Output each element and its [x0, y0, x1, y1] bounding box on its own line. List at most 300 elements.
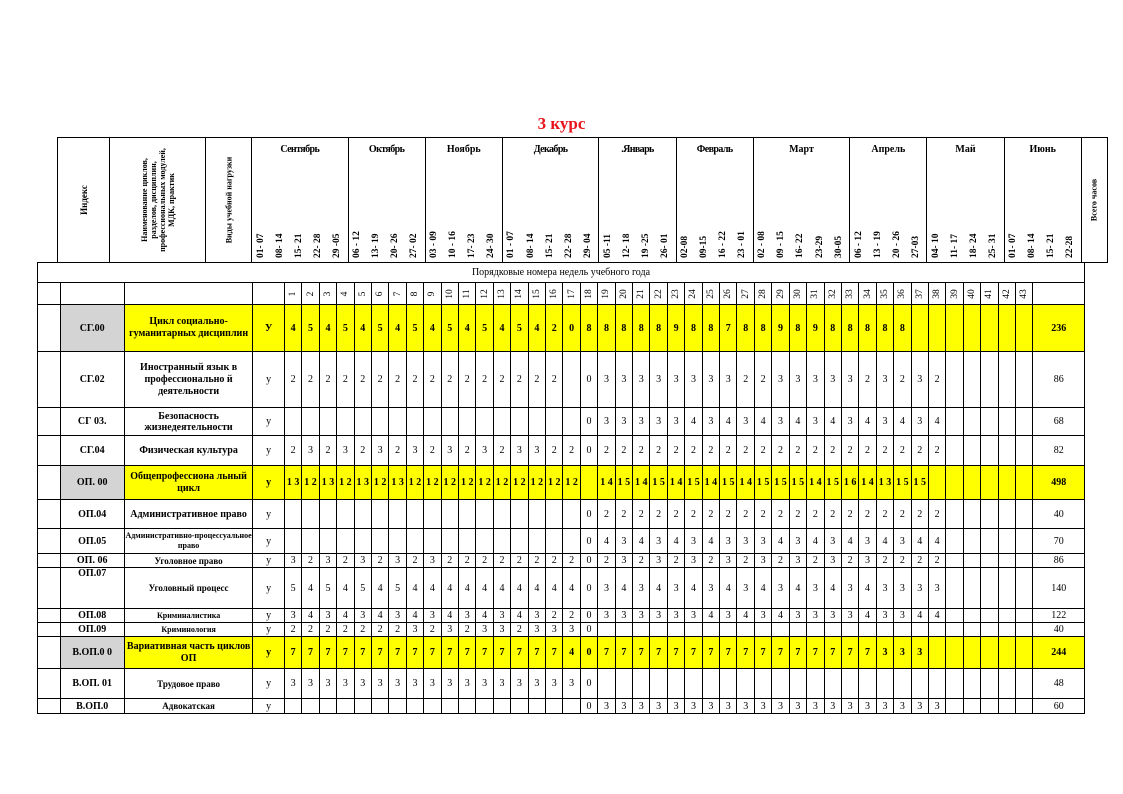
- hours-cell: 3: [667, 352, 684, 408]
- hours-cell: 7: [511, 637, 528, 669]
- week-range: 22- 28: [312, 233, 323, 258]
- hours-cell: 3: [441, 623, 458, 637]
- hours-cell: 2: [737, 436, 754, 466]
- hours-cell: 2: [685, 500, 702, 529]
- hours-cell: [963, 699, 980, 714]
- load-type: у: [253, 623, 285, 637]
- hours-cell: 3: [789, 529, 806, 554]
- load-type: у: [253, 699, 285, 714]
- hours-cell: 1 5: [615, 466, 632, 500]
- hours-cell: 4: [476, 568, 493, 609]
- hours-cell: 2: [493, 436, 510, 466]
- hours-cell: [337, 500, 354, 529]
- month-label: Март: [789, 144, 814, 155]
- hours-cell: [476, 699, 493, 714]
- hours-cell: 8: [615, 305, 632, 352]
- hours-cell: [546, 699, 563, 714]
- week-range: 03 - 09: [429, 231, 440, 258]
- row-name: Административно-процессуальное право: [124, 529, 253, 554]
- hours-cell: 8: [824, 305, 841, 352]
- hours-cell: [371, 408, 388, 436]
- week-range: 22-28: [1065, 235, 1076, 258]
- hours-cell: 3: [685, 699, 702, 714]
- week-range: 29- 04: [582, 233, 593, 258]
- hours-cell: [493, 529, 510, 554]
- week-range: 15- 21: [1046, 233, 1057, 258]
- hours-cell: [528, 529, 545, 554]
- hours-cell: [928, 305, 945, 352]
- hours-cell: 3: [493, 623, 510, 637]
- week-range: 30-05: [833, 235, 844, 258]
- hours-cell: 3: [528, 669, 545, 699]
- hours-cell: [928, 637, 945, 669]
- hours-cell: 2: [424, 436, 441, 466]
- hours-cell: 2: [841, 500, 858, 529]
- hours-cell: 3: [894, 609, 911, 623]
- month-label: Февраль: [696, 144, 733, 155]
- hours-cell: [389, 408, 406, 436]
- hours-cell: 3: [772, 699, 789, 714]
- hours-cell: [859, 623, 876, 637]
- hours-cell: 3: [928, 568, 945, 609]
- row-index: ОП. 06: [60, 554, 124, 568]
- hours-cell: 2: [371, 623, 388, 637]
- name-header: Наименование циклов, разделов, дисциплин, профессиональных модулей, МДК, практик: [110, 138, 206, 263]
- hours-cell: 2: [424, 352, 441, 408]
- hours-cell: 3: [371, 669, 388, 699]
- row-lead-cell: [38, 500, 61, 529]
- hours-cell: [284, 500, 301, 529]
- row-total: 236: [1033, 305, 1085, 352]
- hours-cell: 8: [789, 305, 806, 352]
- hours-cell: 0: [580, 352, 597, 408]
- hours-cell: 0: [580, 529, 597, 554]
- row-name: Цикл социально-гуманитарных дисциплин: [124, 305, 253, 352]
- week-number: 31: [807, 283, 824, 305]
- hours-cell: 4: [302, 609, 319, 623]
- hours-cell: 3: [337, 669, 354, 699]
- week-number: 37: [911, 283, 928, 305]
- week-number: 7: [389, 283, 406, 305]
- hours-cell: 3: [319, 554, 336, 568]
- hours-cell: 2: [458, 436, 475, 466]
- week-range: 19 -25: [640, 233, 651, 258]
- load-type: у: [253, 554, 285, 568]
- row-lead-cell: [38, 623, 61, 637]
- hours-cell: 2: [337, 554, 354, 568]
- week-range: 16- 22: [795, 233, 806, 258]
- hours-cell: 0: [563, 305, 580, 352]
- hours-cell: 7: [824, 637, 841, 669]
- hours-cell: 1 4: [667, 466, 684, 500]
- hours-cell: [546, 408, 563, 436]
- hours-cell: [458, 500, 475, 529]
- week-range: 16 - 22: [718, 231, 729, 258]
- hours-cell: 2: [928, 352, 945, 408]
- hours-cell: 7: [650, 637, 667, 669]
- hours-cell: 8: [876, 305, 893, 352]
- hours-cell: 3: [859, 699, 876, 714]
- table-row: [38, 554, 1085, 568]
- row-name: Уголовный процесс: [124, 568, 253, 609]
- row-name: Адвокатская: [124, 699, 253, 714]
- hours-cell: [720, 669, 737, 699]
- row-lead-cell: [38, 305, 61, 352]
- week-number: 5: [354, 283, 371, 305]
- row-lead-cell: [38, 436, 61, 466]
- hours-cell: 3: [737, 408, 754, 436]
- hours-cell: 5: [319, 568, 336, 609]
- hours-cell: 2: [302, 352, 319, 408]
- hours-cell: 2: [737, 554, 754, 568]
- hours-cell: 4: [493, 568, 510, 609]
- hours-cell: [876, 623, 893, 637]
- row-lead-cell: [38, 669, 61, 699]
- hours-cell: 0: [580, 637, 597, 669]
- hours-cell: [911, 623, 928, 637]
- hours-cell: [789, 669, 806, 699]
- hours-cell: [406, 500, 423, 529]
- hours-cell: [476, 529, 493, 554]
- hours-cell: [563, 408, 580, 436]
- hours-cell: 3: [702, 408, 719, 436]
- hours-cell: [946, 408, 963, 436]
- hours-cell: [1015, 436, 1032, 466]
- hours-cell: [998, 699, 1015, 714]
- week-range: 18- 24: [969, 233, 980, 258]
- hours-cell: 7: [737, 637, 754, 669]
- hours-cell: 8: [859, 305, 876, 352]
- hours-cell: 3: [876, 568, 893, 609]
- hours-cell: 7: [667, 637, 684, 669]
- hours-cell: 3: [563, 623, 580, 637]
- hours-cell: 1 5: [824, 466, 841, 500]
- hours-cell: 2: [667, 436, 684, 466]
- hours-cell: 4: [511, 609, 528, 623]
- hours-cell: 4: [928, 609, 945, 623]
- hours-cell: [650, 669, 667, 699]
- hours-cell: [598, 623, 615, 637]
- hours-cell: 2: [789, 500, 806, 529]
- caption-row: [38, 263, 1085, 283]
- hours-cell: 5: [389, 568, 406, 609]
- hours-cell: 7: [633, 637, 650, 669]
- hours-cell: [667, 669, 684, 699]
- week-number: 4: [337, 283, 354, 305]
- week-number: 27: [737, 283, 754, 305]
- hours-cell: 1 3: [876, 466, 893, 500]
- hours-cell: [1015, 568, 1032, 609]
- week-range: 24- 30: [486, 233, 497, 258]
- week-range: 02-08: [680, 235, 691, 258]
- hours-cell: 7: [424, 637, 441, 669]
- hours-cell: [319, 500, 336, 529]
- week-range: 22- 28: [563, 233, 574, 258]
- hours-cell: [354, 500, 371, 529]
- hours-cell: 0: [580, 500, 597, 529]
- hours-cell: [981, 436, 998, 466]
- hours-cell: 3: [284, 554, 301, 568]
- hours-cell: 3: [424, 609, 441, 623]
- hours-cell: [981, 408, 998, 436]
- hours-cell: 3: [633, 699, 650, 714]
- row-index: ОП.08: [60, 609, 124, 623]
- hours-cell: [302, 500, 319, 529]
- hours-cell: [981, 609, 998, 623]
- hours-cell: 4: [598, 529, 615, 554]
- hours-cell: [546, 529, 563, 554]
- load-type: у: [253, 637, 285, 669]
- hours-cell: [598, 669, 615, 699]
- hours-cell: [963, 529, 980, 554]
- week-range: 06 - 12: [352, 231, 363, 258]
- hours-cell: [319, 699, 336, 714]
- hours-cell: 2: [476, 554, 493, 568]
- hours-cell: 2: [737, 352, 754, 408]
- hours-cell: 8: [841, 305, 858, 352]
- hours-cell: [1015, 699, 1032, 714]
- hours-cell: [633, 623, 650, 637]
- month-header: [599, 138, 676, 263]
- week-number: 32: [824, 283, 841, 305]
- hours-cell: 1 4: [859, 466, 876, 500]
- hours-cell: 3: [511, 669, 528, 699]
- hours-cell: [511, 529, 528, 554]
- hours-cell: [720, 623, 737, 637]
- hours-cell: 2: [667, 500, 684, 529]
- hours-cell: 3: [302, 669, 319, 699]
- hours-cell: 3: [615, 554, 632, 568]
- table-row: [38, 529, 1085, 554]
- hours-cell: [998, 529, 1015, 554]
- hours-cell: 2: [702, 436, 719, 466]
- hours-cell: [441, 408, 458, 436]
- hours-cell: 4: [389, 305, 406, 352]
- load-type: у: [253, 408, 285, 436]
- hours-cell: 1 4: [598, 466, 615, 500]
- hours-cell: 2: [337, 352, 354, 408]
- hours-cell: 3: [859, 529, 876, 554]
- hours-cell: 3: [354, 554, 371, 568]
- row-name: Общепрофессиона льный цикл: [124, 466, 253, 500]
- hours-cell: 1 2: [563, 466, 580, 500]
- row-name: Физическая культура: [124, 436, 253, 466]
- hours-cell: 0: [580, 408, 597, 436]
- week-range: 02 - 08: [757, 231, 768, 258]
- hours-cell: 2: [476, 352, 493, 408]
- row-total: 48: [1033, 669, 1085, 699]
- hours-cell: 0: [580, 436, 597, 466]
- hours-cell: 4: [859, 609, 876, 623]
- hours-cell: [406, 408, 423, 436]
- hours-cell: 4: [789, 408, 806, 436]
- week-range: 25- 31: [988, 233, 999, 258]
- hours-cell: 3: [807, 568, 824, 609]
- hours-cell: 3: [598, 408, 615, 436]
- hours-cell: [302, 699, 319, 714]
- row-total: 40: [1033, 623, 1085, 637]
- hours-cell: 2: [894, 554, 911, 568]
- hours-cell: 3: [615, 352, 632, 408]
- hours-cell: 3: [894, 568, 911, 609]
- hours-cell: 2: [772, 554, 789, 568]
- month-label: Апрель: [871, 144, 906, 155]
- month-header: [927, 138, 1004, 263]
- hours-cell: 3: [807, 408, 824, 436]
- hours-cell: 3: [667, 609, 684, 623]
- hours-cell: 2: [737, 500, 754, 529]
- hours-cell: 3: [284, 669, 301, 699]
- hours-cell: 4: [667, 529, 684, 554]
- week-number: 25: [702, 283, 719, 305]
- blank-cell: [124, 283, 253, 305]
- hours-cell: [963, 500, 980, 529]
- hours-cell: 4: [615, 568, 632, 609]
- hours-cell: 1 6: [841, 466, 858, 500]
- row-index: ОП.09: [60, 623, 124, 637]
- hours-cell: 4: [754, 568, 771, 609]
- hours-cell: [946, 352, 963, 408]
- hours-cell: [963, 305, 980, 352]
- hours-cell: 3: [458, 609, 475, 623]
- hours-cell: [1015, 623, 1032, 637]
- row-index: В.ОП.0: [60, 699, 124, 714]
- hours-cell: 4: [737, 609, 754, 623]
- week-number: 12: [476, 283, 493, 305]
- hours-cell: 2: [528, 352, 545, 408]
- hours-cell: [528, 408, 545, 436]
- hours-cell: [511, 408, 528, 436]
- hours-cell: 3: [720, 699, 737, 714]
- week-range: 10 - 16: [448, 231, 459, 258]
- hours-cell: 3: [511, 436, 528, 466]
- hours-cell: 4: [911, 609, 928, 623]
- hours-cell: 4: [354, 305, 371, 352]
- hours-cell: [1015, 529, 1032, 554]
- hours-cell: [1015, 609, 1032, 623]
- week-range: 23-29: [814, 235, 825, 258]
- hours-cell: 2: [615, 436, 632, 466]
- hours-cell: 2: [650, 436, 667, 466]
- hours-cell: 1 4: [737, 466, 754, 500]
- hours-cell: [841, 669, 858, 699]
- month-header: [753, 138, 850, 263]
- hours-cell: 4: [633, 529, 650, 554]
- hours-cell: [563, 699, 580, 714]
- month-label: Ноябрь: [446, 144, 481, 155]
- hours-cell: [615, 669, 632, 699]
- week-range: 13 - 19: [872, 231, 883, 258]
- hours-cell: 3: [754, 554, 771, 568]
- hours-cell: [963, 637, 980, 669]
- hours-cell: 3: [615, 609, 632, 623]
- hours-cell: 2: [685, 436, 702, 466]
- table-row: [38, 466, 1085, 500]
- hours-cell: 3: [754, 609, 771, 623]
- week-number-row: [38, 283, 1085, 305]
- hours-cell: 3: [928, 699, 945, 714]
- hours-cell: 3: [911, 637, 928, 669]
- hours-cell: 4: [476, 609, 493, 623]
- row-index: ОП.07: [60, 568, 124, 609]
- hours-cell: [807, 669, 824, 699]
- hours-cell: 4: [511, 568, 528, 609]
- hours-cell: [946, 609, 963, 623]
- hours-cell: 4: [493, 305, 510, 352]
- hours-cell: 7: [458, 637, 475, 669]
- hours-cell: 2: [841, 436, 858, 466]
- hours-cell: [998, 436, 1015, 466]
- hours-cell: [546, 500, 563, 529]
- hours-cell: [928, 466, 945, 500]
- hours-cell: 1 5: [789, 466, 806, 500]
- hours-cell: 4: [859, 568, 876, 609]
- hours-cell: 4: [563, 637, 580, 669]
- hours-cell: 3: [807, 352, 824, 408]
- week-number: 24: [685, 283, 702, 305]
- hours-cell: 3: [302, 436, 319, 466]
- week-number: 8: [406, 283, 423, 305]
- hours-cell: 2: [302, 554, 319, 568]
- hours-cell: [981, 305, 998, 352]
- hours-cell: 1 2: [476, 466, 493, 500]
- hours-cell: [650, 623, 667, 637]
- hours-cell: 2: [354, 623, 371, 637]
- hours-cell: 4: [685, 568, 702, 609]
- hours-cell: [458, 699, 475, 714]
- hours-cell: 3: [667, 699, 684, 714]
- hours-cell: 7: [284, 637, 301, 669]
- table-row: [38, 637, 1085, 669]
- week-number: 2: [302, 283, 319, 305]
- hours-cell: 7: [685, 637, 702, 669]
- hours-cell: 2: [702, 554, 719, 568]
- hours-cell: [963, 669, 980, 699]
- hours-cell: 3: [650, 699, 667, 714]
- hours-cell: 3: [911, 568, 928, 609]
- hours-cell: 3: [406, 623, 423, 637]
- hours-cell: [284, 408, 301, 436]
- hours-cell: [946, 669, 963, 699]
- hours-cell: 7: [546, 637, 563, 669]
- hours-cell: 3: [598, 609, 615, 623]
- row-name: Иностранный язык в профессионально й деятельности: [124, 352, 253, 408]
- hours-cell: [354, 529, 371, 554]
- hours-cell: 1 5: [754, 466, 771, 500]
- hours-cell: 2: [789, 436, 806, 466]
- hours-cell: 4: [685, 408, 702, 436]
- hours-cell: 1 4: [702, 466, 719, 500]
- row-total: 60: [1033, 699, 1085, 714]
- hours-cell: 1 5: [894, 466, 911, 500]
- hours-cell: 2: [633, 554, 650, 568]
- hours-cell: [772, 623, 789, 637]
- hours-cell: 3: [389, 609, 406, 623]
- hours-cell: 2: [859, 436, 876, 466]
- hours-cell: 3: [546, 623, 563, 637]
- hours-cell: 7: [789, 637, 806, 669]
- month-label: Октябрь: [368, 144, 405, 155]
- hours-cell: 8: [737, 305, 754, 352]
- hours-cell: 2: [824, 436, 841, 466]
- hours-cell: 2: [458, 352, 475, 408]
- hours-cell: 2: [493, 554, 510, 568]
- hours-cell: [772, 669, 789, 699]
- hours-cell: 3: [789, 699, 806, 714]
- hours-cell: 2: [406, 352, 423, 408]
- row-name: Уголовное право: [124, 554, 253, 568]
- hours-cell: 3: [789, 609, 806, 623]
